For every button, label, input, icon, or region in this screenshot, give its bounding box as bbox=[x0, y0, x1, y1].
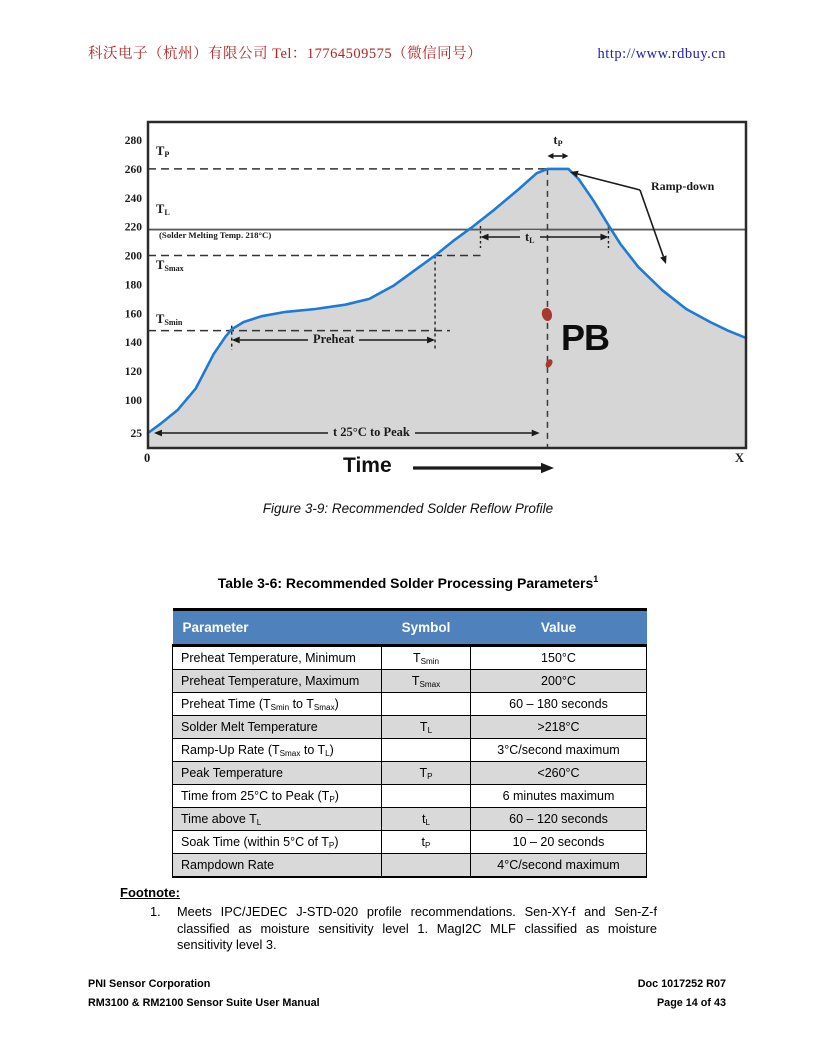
value-cell: 60 – 180 seconds bbox=[471, 693, 647, 716]
table-row bbox=[173, 854, 647, 878]
page-footer bbox=[88, 975, 726, 1013]
footer-company: PNI Sensor Corporation bbox=[88, 978, 211, 990]
preheat-label: Preheat bbox=[308, 332, 359, 347]
table-title-footnote-ref: 1 bbox=[593, 574, 599, 584]
table-title-prefix: Table 3-6: bbox=[217, 575, 286, 591]
footnote-list bbox=[120, 904, 665, 954]
symbol-cell: $T_L$ bbox=[382, 716, 471, 739]
column-header-value: Value bbox=[471, 610, 647, 646]
parameter-cell: Preheat Temperature, Maximum bbox=[173, 670, 382, 693]
symbol-cell bbox=[382, 739, 471, 762]
figure-caption: Figure 3-9: Recommended Solder Reflow Profile bbox=[262, 501, 554, 516]
table-row bbox=[173, 808, 647, 831]
column-header-symbol: Symbol bbox=[382, 610, 471, 646]
svg-text:260: 260 bbox=[124, 163, 142, 176]
symbol-cell: $T_{Smax}$ bbox=[382, 670, 471, 693]
svg-text:25: 25 bbox=[130, 428, 142, 440]
value-cell: 3°C/second maximum bbox=[471, 739, 647, 762]
symbol-cell: $t_P$ bbox=[382, 831, 471, 854]
value-cell: 6 minutes maximum bbox=[471, 785, 647, 808]
parameter-cell: Ramp-Up Rate ($T_{Smax}$ to $T_L$) bbox=[173, 739, 382, 762]
svg-text:180: 180 bbox=[124, 279, 142, 292]
footer-doc-number: Doc 1017252 R07 bbox=[637, 978, 726, 990]
parameter-cell: Soak Time (within 5°C of $T_P$) bbox=[173, 831, 382, 854]
t25-to-peak-label: t 25°C to Peak bbox=[328, 425, 415, 440]
table-row bbox=[173, 785, 647, 808]
table-row bbox=[173, 716, 647, 739]
value-cell: 200°C bbox=[471, 670, 647, 693]
table-row bbox=[173, 762, 647, 785]
symbol-cell: $t_L$ bbox=[382, 808, 471, 831]
symbol-cell bbox=[382, 785, 471, 808]
solder-table-body bbox=[173, 646, 647, 878]
parameter-cell: Peak Temperature bbox=[173, 762, 382, 785]
table-header-row bbox=[173, 610, 647, 646]
reflow-chart-svg bbox=[118, 116, 758, 488]
ramp-down-label: Ramp-down bbox=[651, 179, 715, 193]
vendor-contact-text: 科沃电子（杭州）有限公司 Tel：17764509575（微信同号） bbox=[88, 46, 483, 62]
svg-text:160: 160 bbox=[124, 308, 142, 321]
footer-page-number: Page 14 of 43 bbox=[656, 996, 726, 1009]
svg-text:120: 120 bbox=[124, 366, 142, 379]
tp-level-label: $T_P$ bbox=[156, 144, 170, 160]
table-row bbox=[173, 670, 647, 693]
table-title-text: Recommended Solder Processing Parameters bbox=[285, 575, 594, 591]
tl-level-label: $T_L$ bbox=[156, 202, 170, 218]
tsmin-level-label: $T_{Smin}$ bbox=[156, 312, 183, 328]
value-cell: 60 – 120 seconds bbox=[471, 808, 647, 831]
svg-text:200: 200 bbox=[124, 250, 142, 263]
time-axis-label: Time bbox=[343, 454, 392, 477]
table-row bbox=[173, 831, 647, 854]
symbol-cell: $T_{Smin}$ bbox=[382, 646, 471, 670]
footer-right bbox=[638, 975, 726, 1013]
parameter-cell: Preheat Time ($T_{Smin}$ to $T_{Smax}$) bbox=[173, 693, 382, 716]
solder-parameters-table bbox=[172, 608, 647, 878]
footer-left bbox=[88, 975, 320, 1013]
table-row bbox=[173, 646, 647, 670]
tp-duration-label: $t_P$ bbox=[553, 133, 563, 149]
x-end-label: X bbox=[735, 451, 745, 465]
symbol-cell: $T_P$ bbox=[382, 762, 471, 785]
x-origin-label: 0 bbox=[144, 451, 151, 465]
value-cell: 150°C bbox=[471, 646, 647, 670]
footnote-number: 1. bbox=[150, 904, 161, 919]
page-header bbox=[88, 42, 726, 63]
parameter-cell: Preheat Temperature, Minimum bbox=[173, 646, 382, 670]
tl-duration-label: $t_L$ bbox=[520, 230, 540, 245]
footer-manual-title: RM3100 & RM2100 Sensor Suite User Manual bbox=[88, 996, 320, 1009]
svg-text:100: 100 bbox=[124, 395, 142, 407]
table-title bbox=[0, 574, 816, 591]
svg-text:220: 220 bbox=[124, 221, 142, 234]
footnote-text: Meets IPC/JEDEC J-STD-020 profile recommendations. Sen-XY-f and Sen-Z-f classified as moisture sensitivity level 1. MagI2C MLF classified as moisture sensitivity level 3. bbox=[177, 904, 657, 953]
parameter-cell: Time above $T_L$ bbox=[173, 808, 382, 831]
pb-watermark: PB bbox=[561, 317, 610, 358]
column-header-parameter: Parameter bbox=[173, 610, 382, 646]
footnote-item bbox=[150, 904, 665, 954]
svg-text:280: 280 bbox=[124, 135, 142, 147]
value-cell: <260°C bbox=[471, 762, 647, 785]
table-row bbox=[173, 693, 647, 716]
footnote-section bbox=[120, 885, 665, 954]
svg-text:240: 240 bbox=[124, 192, 142, 205]
table-row bbox=[173, 739, 647, 762]
svg-text:140: 140 bbox=[124, 337, 142, 350]
parameter-cell: Time from 25°C to Peak $(T_P)$ bbox=[173, 785, 382, 808]
symbol-cell bbox=[382, 854, 471, 878]
value-cell: 10 – 20 seconds bbox=[471, 831, 647, 854]
symbol-cell bbox=[382, 693, 471, 716]
value-cell: 4°C/second maximum bbox=[471, 854, 647, 878]
value-cell: >218°C bbox=[471, 716, 647, 739]
parameter-cell: Solder Melt Temperature bbox=[173, 716, 382, 739]
solder-melting-note: (Solder Melting Temp. 218°C) bbox=[159, 230, 272, 240]
parameter-cell: Rampdown Rate bbox=[173, 854, 382, 878]
tsmax-level-label: $T_{Smax}$ bbox=[156, 258, 184, 274]
vendor-url-text: http://www.rdbuy.cn bbox=[597, 46, 726, 62]
footnote-heading: Footnote: bbox=[120, 885, 180, 900]
reflow-profile-figure bbox=[118, 116, 758, 488]
